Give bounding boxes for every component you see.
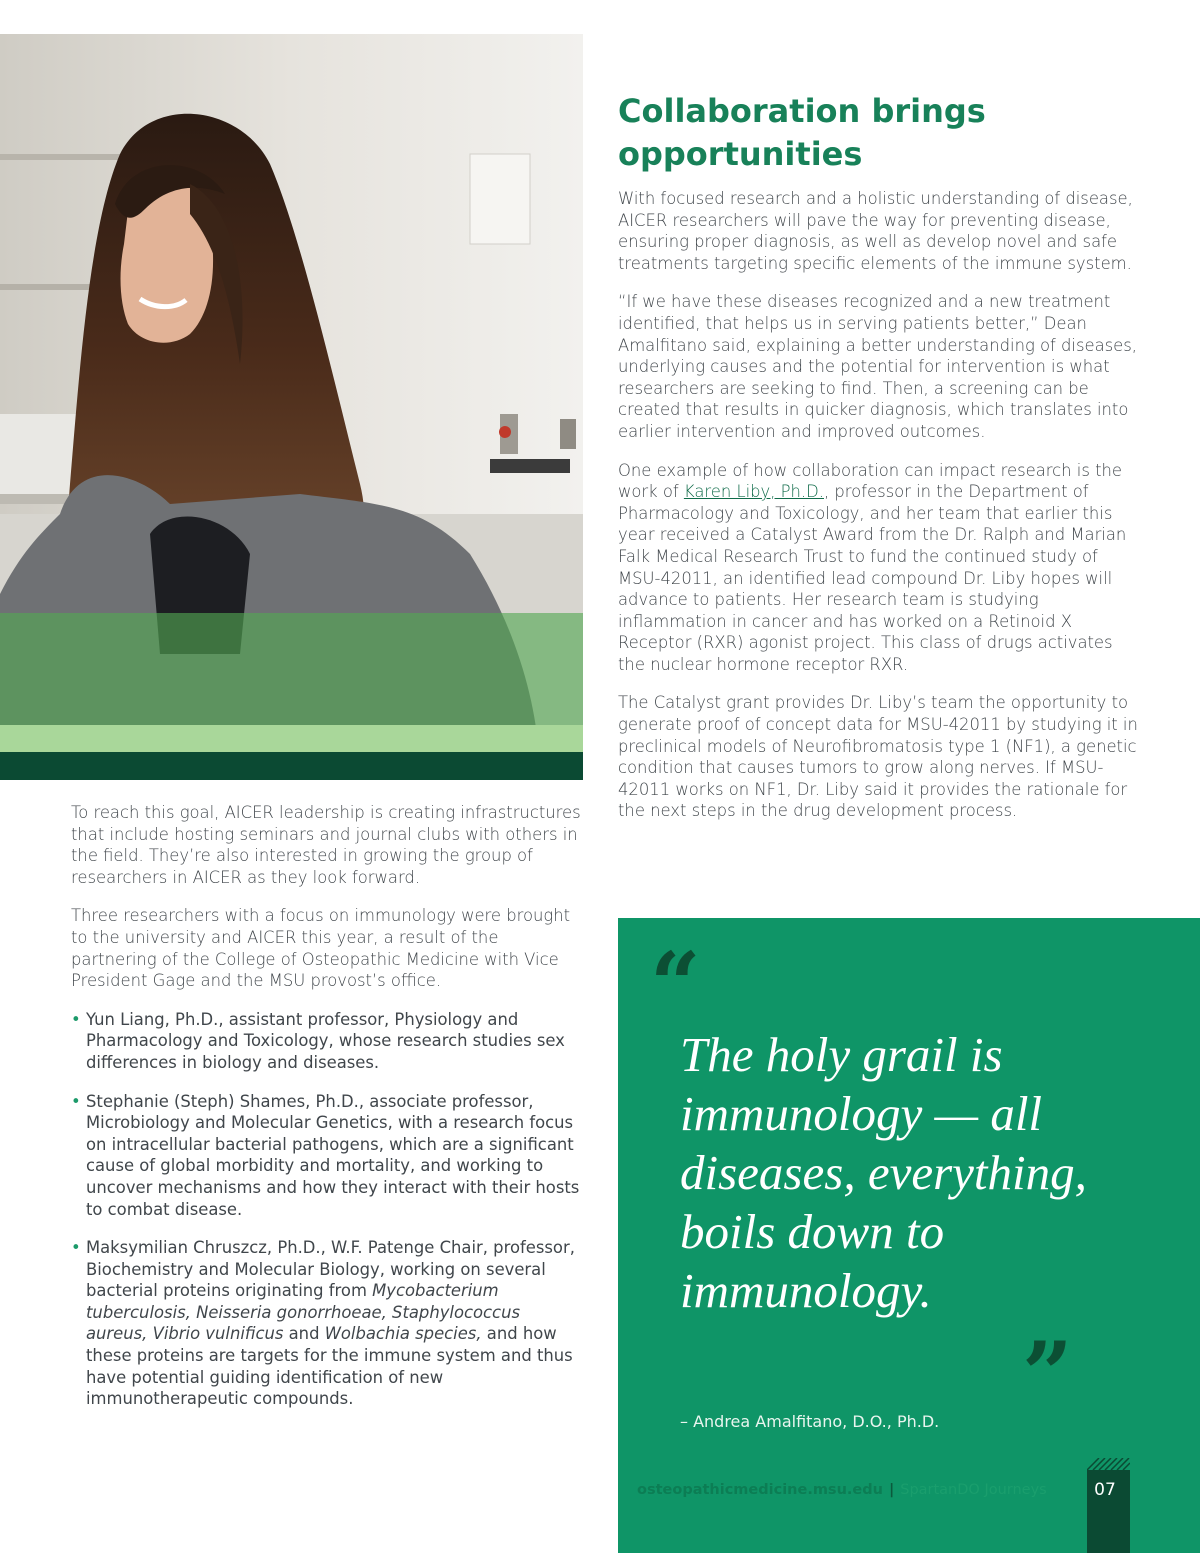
bullet-marker: •: [71, 1009, 81, 1029]
list-item-text: and how these proteins are targets for the immune system and thus have potential guiding identification of new immunotherapeutic compounds.: [86, 1324, 573, 1409]
list-item-text: Yun Liang, Ph.D., assistant professor, Physiology and Pharmacology and Toxicology, whose research studies sex differences in biology and diseases.: [86, 1009, 565, 1072]
list-item: [71, 1009, 583, 1074]
paragraph: The Catalyst grant provides Dr. Liby’s team the opportunity to generate proof of concept data for MSU-42011 by studying it in preclinical models of Neurofibromatosis type 1 (NF1), a genetic condition that causes tumors to grow along nerves. If MSU-42011 works on NF1, Dr. Liby said it provides the rationale for the next steps in the drug development process.: [618, 693, 1138, 821]
species-names: Wolbachia species,: [324, 1324, 482, 1344]
paragraph-text: , professor in the Department of Pharmacology and Toxicology, and her team that earlier this year received a Catalyst Award from the Dr. Ralph and Marian Falk Medical Research Trust to fund the continued study of MSU-42011, an identified lead compound Dr. Liby hopes will advance to patients. Her research team is studying inflammation in cancer and has worked on a Retinoid X Receptor (RXR) agonist project. This class of drugs activates the nuclear hormone receptor RXR.: [618, 482, 1127, 674]
paragraph: To reach this goal, AICER leadership is creating infrastructures that include hosting seminars and journal clubs with others in the field. They’re also interested in growing the group of researchers in AICER as they look forward.: [71, 803, 581, 887]
researcher-list: [71, 1009, 583, 1410]
bullet-marker: •: [71, 1091, 81, 1111]
karen-liby-link[interactable]: Karen Liby, Ph.D.: [683, 482, 824, 502]
list-item-text: Stephanie (Steph) Shames, Ph.D., associate professor, Microbiology and Molecular Genetics, with a research focus on intracellular bacterial pathogens, which are a significant cause of global morbidity and mortality, and working to uncover mechanisms and how they interact with their hosts to combat disease.: [86, 1091, 580, 1219]
list-item-text: and: [283, 1324, 325, 1344]
paragraph-text: One example of how collaboration can impact research is the work of: [618, 460, 1122, 502]
list-item: [71, 1091, 583, 1221]
right-column: [618, 188, 1143, 839]
page-tab-hatch: [1087, 1458, 1130, 1470]
publication-name: SpartanDO Journeys: [900, 1482, 1047, 1498]
list-item: [71, 1237, 583, 1410]
photo-overlay-band: [0, 613, 583, 725]
page-footer: [637, 1482, 1047, 1498]
left-column: [71, 802, 583, 1427]
close-quote-mark: ”: [1022, 1322, 1073, 1426]
section-heading: [618, 90, 1158, 176]
paragraph: [618, 460, 1143, 676]
heading-line-1: Collaboration brings: [618, 92, 986, 130]
paragraph: With focused research and a holistic understanding of disease, AICER researchers will pave the way for preventing disease, ensuring proper diagnosis, as well as develop novel and safe treatments targeting specific elements of the immune system.: [618, 189, 1133, 273]
species-names: Mycobacterium tuberculosis, Neisseria gonorrhoeae, Staphylococcus aureus, Vibrio vulnificus: [86, 1281, 520, 1344]
list-item-text: Maksymilian Chruszcz, Ph.D., W.F. Patenge Chair, professor, Biochemistry and Molecular Biology, working on several bacterial proteins originating from: [86, 1238, 575, 1301]
quote-attribution: – Andrea Amalfitano, D.O., Ph.D.: [680, 1412, 940, 1431]
photo-dark-band: [0, 752, 583, 780]
pull-quote-text: The holy grail is immunology — all diseases, everything, boils down to immunology.: [680, 1027, 1087, 1318]
paragraph: Three researchers with a focus on immunology were brought to the university and AICER this year, a result of the partnering of the College of Osteopathic Medicine with Vice President Gage and the MSU provost’s office.: [71, 906, 571, 991]
open-quote-mark: “: [650, 932, 701, 1036]
heading-line-2: opportunities: [618, 135, 863, 173]
photo-light-band: [0, 725, 583, 752]
paragraph: “If we have these diseases recognized and a new treatment identified, that helps us in serving patients better,” Dean Amalfitano said, explaining a better understanding of diseases, underlying causes and the potential for intervention is what researchers are seeking to find. Then, a screening can be created that results in quicker diagnosis, which translates into earlier intervention and improved outcomes.: [618, 292, 1138, 441]
page-number: 07: [1094, 1480, 1116, 1500]
bullet-marker: •: [71, 1238, 81, 1258]
footer-url[interactable]: osteopathicmedicine.msu.edu: [637, 1482, 883, 1498]
footer-separator: |: [888, 1482, 895, 1498]
